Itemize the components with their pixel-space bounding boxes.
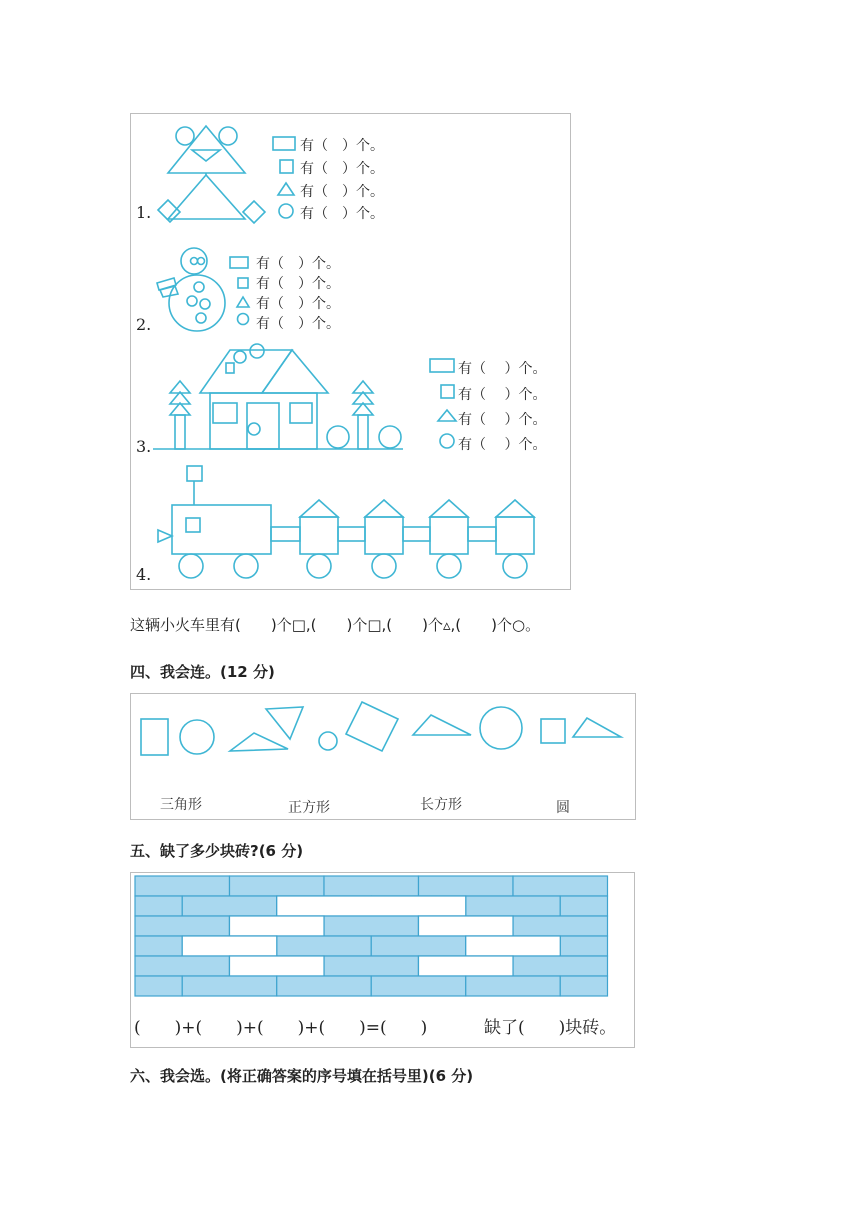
brick-wall bbox=[135, 876, 608, 998]
brick bbox=[324, 876, 419, 896]
missing-brick-area bbox=[182, 936, 277, 956]
brick bbox=[182, 976, 277, 996]
brick bbox=[277, 936, 372, 956]
brick bbox=[135, 956, 230, 976]
brick bbox=[560, 976, 607, 996]
problem2-row-2: 有（ ）个。 bbox=[256, 276, 340, 292]
label-rectangle: 长方形 bbox=[420, 797, 462, 813]
problem4-train-figure bbox=[130, 113, 571, 590]
brick bbox=[135, 936, 182, 956]
label-circle: 圆 bbox=[556, 800, 570, 816]
brick bbox=[135, 876, 230, 896]
problem3-number: 3. bbox=[136, 437, 152, 456]
section6-heading: 六、我会选。(将正确答案的序号填在括号里)(6 分) bbox=[130, 1067, 474, 1085]
problem2-row-1: 有（ ）个。 bbox=[256, 256, 340, 272]
problem3-row-1: 有（ ）个。 bbox=[458, 361, 547, 377]
brick bbox=[419, 876, 514, 896]
problem3-row-2: 有（ ）个。 bbox=[458, 387, 547, 403]
section4-heading: 四、我会连。(12 分) bbox=[130, 663, 275, 681]
problem1-row-3: 有（ ）个。 bbox=[300, 184, 384, 200]
brick bbox=[371, 976, 466, 996]
train-question: 这辆小火车里有( )个□,( )个□,( )个▵,( )个○。 bbox=[130, 616, 541, 634]
missing-brick-area bbox=[277, 896, 466, 916]
brick bbox=[560, 896, 607, 916]
brick bbox=[466, 896, 561, 916]
problem3-row-4: 有（ ）个。 bbox=[458, 437, 547, 453]
problem1-row-4: 有（ ）个。 bbox=[300, 206, 384, 222]
problem1-row-1: 有（ ）个。 bbox=[300, 138, 384, 154]
problem3-row-3: 有（ ）个。 bbox=[458, 412, 547, 428]
brick bbox=[466, 976, 561, 996]
missing-bricks-answer: 缺了( )块砖。 bbox=[484, 1018, 617, 1038]
brick bbox=[135, 896, 182, 916]
missing-brick-area bbox=[419, 916, 514, 936]
section5-heading: 五、缺了多少块砖?(6 分) bbox=[130, 842, 304, 860]
missing-brick-area bbox=[419, 956, 514, 976]
brick bbox=[182, 896, 277, 916]
problem2-row-4: 有（ ）个。 bbox=[256, 316, 340, 332]
problem1-row-2: 有（ ）个。 bbox=[300, 161, 384, 177]
brick bbox=[324, 956, 419, 976]
problem1-number: 1. bbox=[136, 203, 152, 222]
problem2-row-3: 有（ ）个。 bbox=[256, 296, 340, 312]
brick bbox=[277, 976, 372, 996]
brick-equation: ( )+( )+( )+( )=( ) bbox=[134, 1018, 428, 1038]
brick bbox=[513, 876, 608, 896]
brick bbox=[513, 956, 608, 976]
brick bbox=[135, 976, 182, 996]
problem4-number: 4. bbox=[136, 565, 152, 584]
label-triangle: 三角形 bbox=[160, 797, 202, 813]
brick bbox=[371, 936, 466, 956]
brick bbox=[135, 916, 230, 936]
problem2-number: 2. bbox=[136, 315, 152, 334]
missing-brick-area bbox=[466, 936, 561, 956]
brick bbox=[230, 876, 325, 896]
brick bbox=[560, 936, 607, 956]
missing-brick-area bbox=[230, 956, 325, 976]
brick bbox=[513, 916, 608, 936]
label-square: 正方形 bbox=[288, 800, 330, 816]
brick bbox=[324, 916, 419, 936]
missing-brick-area bbox=[230, 916, 325, 936]
